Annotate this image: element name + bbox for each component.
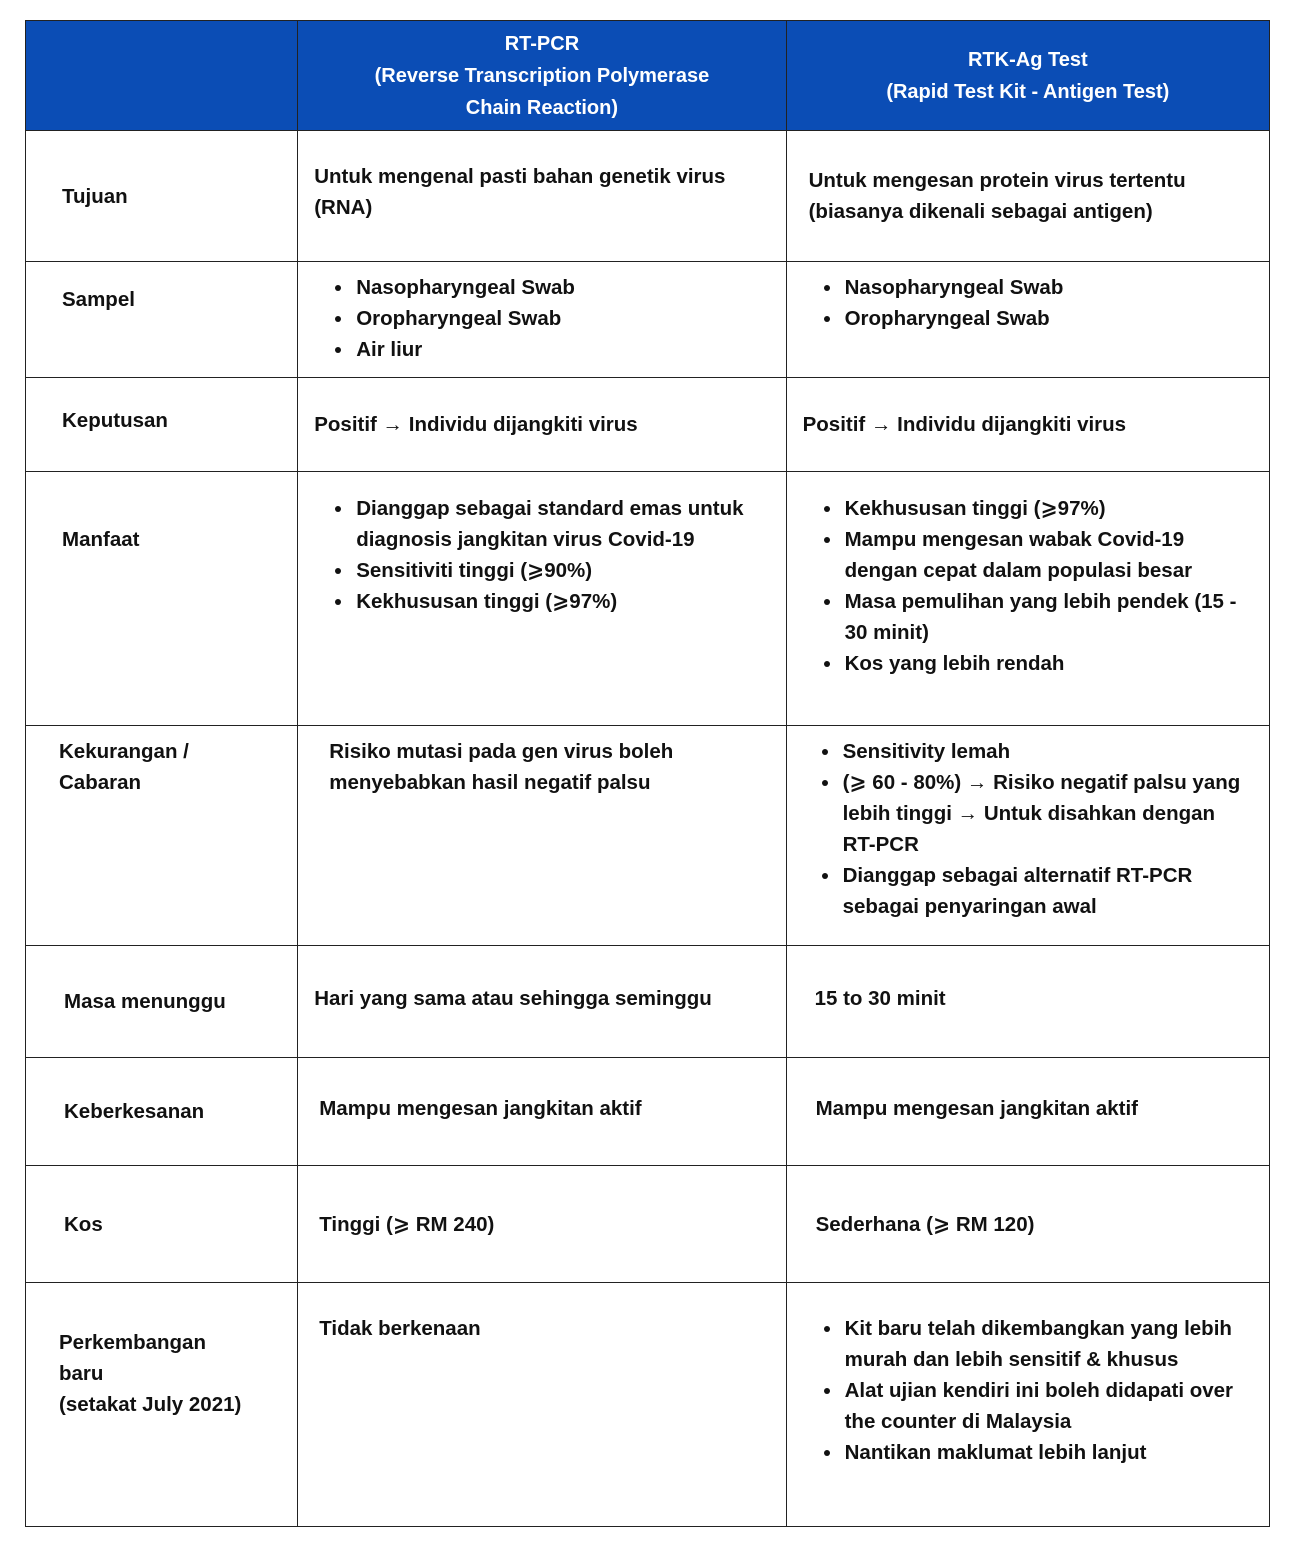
row-kekurangan	[26, 726, 1270, 946]
list-item: • Sensitiviti tinggi (⩾90%)	[354, 555, 765, 586]
manfaat-rtpcr-list	[314, 493, 765, 617]
manfaat-rtpcr	[298, 472, 786, 726]
label-masa: Masa menunggu	[26, 946, 298, 1058]
tujuan-rtkag-text: Untuk mengesan protein virus tertentu (biasanya dikenali sebagai antigen)	[808, 169, 1186, 223]
label-keberkesanan: Keberkesanan	[26, 1058, 298, 1166]
list-item: • Dianggap sebagai alternatif RT-PCR sebagai penyaringan awal	[841, 860, 1249, 922]
keberkesanan-rtkag-text: Mampu mengesan jangkitan aktif	[815, 1097, 1138, 1120]
keberkesanan-rtkag	[786, 1058, 1269, 1166]
kekurangan-rtpcr	[298, 726, 786, 946]
list-item: • Nantikan maklumat lebih lanjut	[843, 1437, 1249, 1468]
keputusan-rtkag	[786, 378, 1269, 472]
perkembangan-rtkag	[786, 1283, 1269, 1527]
list-item: • Air liur	[354, 334, 765, 365]
comparison-table	[25, 20, 1270, 1527]
row-manfaat	[26, 472, 1270, 726]
list-item: • Kos yang lebih rendah	[843, 648, 1249, 679]
header-row	[26, 21, 1270, 131]
kos-rtpcr-text: Tinggi (⩾ RM 240)	[319, 1212, 495, 1236]
row-keputusan	[26, 378, 1270, 472]
list-item: • Oropharyngeal Swab	[354, 303, 765, 334]
label-sampel: Sampel	[26, 262, 298, 378]
manfaat-rtkag-list	[803, 493, 1249, 679]
keberkesanan-rtpcr-text: Mampu mengesan jangkitan aktif	[319, 1097, 642, 1120]
perkembangan-rtpcr	[298, 1283, 786, 1527]
keputusan-rtpcr	[298, 378, 786, 472]
label-perkembangan-line-2: baru	[59, 1362, 104, 1385]
sampel-rtpcr-list	[314, 272, 765, 365]
kekurangan-rtkag-list	[803, 736, 1249, 922]
label-tujuan: Tujuan	[26, 131, 298, 262]
tujuan-rtpcr	[298, 131, 786, 262]
kekurangan-rtpcr-text: Risiko mutasi pada gen virus boleh menyebabkan hasil negatif palsu	[329, 740, 674, 794]
list-item: • (⩾ 60 - 80%) → Risiko negatif palsu yang lebih tinggi → Untuk disahkan dengan RT-PCR	[841, 767, 1249, 860]
masa-rtpcr	[298, 946, 786, 1058]
row-masa	[26, 946, 1270, 1058]
header-rtpcr	[298, 21, 786, 131]
keputusan-rtpcr-text: Positif → Individu dijangkiti virus	[314, 413, 638, 436]
header-empty-cell	[26, 21, 298, 131]
list-item: • Kekhususan tinggi (⩾97%)	[843, 493, 1249, 524]
kos-rtkag	[786, 1166, 1269, 1283]
header-rtpcr-line-1: RT-PCR	[504, 32, 580, 55]
label-kekurangan-line-2: Cabaran	[59, 771, 142, 794]
masa-rtkag-text: 15 to 30 minit	[814, 987, 946, 1010]
keberkesanan-rtpcr	[298, 1058, 786, 1166]
header-rtkag	[786, 21, 1269, 131]
list-item: • Sensitivity lemah	[841, 736, 1249, 767]
label-kos: Kos	[26, 1166, 298, 1283]
perkembangan-rtkag-list	[803, 1313, 1249, 1468]
sampel-rtkag	[786, 262, 1269, 378]
perkembangan-rtpcr-text: Tidak berkenaan	[319, 1317, 481, 1340]
label-perkembangan-line-1: Perkembangan	[59, 1331, 206, 1354]
sampel-rtpcr	[298, 262, 786, 378]
keputusan-rtkag-text: Positif → Individu dijangkiti virus	[802, 413, 1127, 436]
row-sampel	[26, 262, 1270, 378]
list-item: • Alat ujian kendiri ini boleh didapati over the counter di Malaysia	[843, 1375, 1249, 1437]
header-rtpcr-line-3: Chain Reaction)	[465, 96, 619, 119]
label-keputusan: Keputusan	[26, 378, 298, 472]
list-item: • Dianggap sebagai standard emas untuk diagnosis jangkitan virus Covid-19	[354, 493, 765, 555]
kekurangan-rtkag	[786, 726, 1269, 946]
list-item: • Nasopharyngeal Swab	[843, 272, 1249, 303]
list-item: • Kit baru telah dikembangkan yang lebih murah dan lebih sensitif & khusus	[843, 1313, 1249, 1375]
manfaat-rtkag	[786, 472, 1269, 726]
header-rtpcr-line-2: (Reverse Transcription Polymerase	[374, 64, 710, 87]
label-manfaat: Manfaat	[26, 472, 298, 726]
row-keberkesanan	[26, 1058, 1270, 1166]
tujuan-rtpcr-text: Untuk mengenal pasti bahan genetik virus (RNA)	[314, 165, 726, 219]
sampel-rtkag-list	[803, 272, 1249, 334]
header-rtkag-line-2: (Rapid Test Kit - Antigen Test)	[886, 80, 1170, 103]
label-perkembangan-line-3: (setakat July 2021)	[59, 1393, 242, 1416]
tujuan-rtkag	[786, 131, 1269, 262]
masa-rtkag	[786, 946, 1269, 1058]
list-item: • Oropharyngeal Swab	[843, 303, 1249, 334]
row-kos	[26, 1166, 1270, 1283]
row-tujuan	[26, 131, 1270, 262]
kos-rtpcr	[298, 1166, 786, 1283]
kos-rtkag-text: Sederhana (⩾ RM 120)	[815, 1212, 1035, 1236]
list-item: • Mampu mengesan wabak Covid-19 dengan cepat dalam populasi besar	[843, 524, 1249, 586]
label-kekurangan	[26, 726, 298, 946]
list-item: • Masa pemulihan yang lebih pendek (15 - 30 minit)	[843, 586, 1249, 648]
header-rtkag-line-1: RTK-Ag Test	[967, 48, 1088, 71]
masa-rtpcr-text: Hari yang sama atau sehingga seminggu	[314, 987, 712, 1010]
row-perkembangan	[26, 1283, 1270, 1527]
label-kekurangan-line-1: Kekurangan /	[59, 740, 189, 763]
list-item: • Nasopharyngeal Swab	[354, 272, 765, 303]
label-perkembangan	[26, 1283, 298, 1527]
list-item: • Kekhususan tinggi (⩾97%)	[354, 586, 765, 617]
